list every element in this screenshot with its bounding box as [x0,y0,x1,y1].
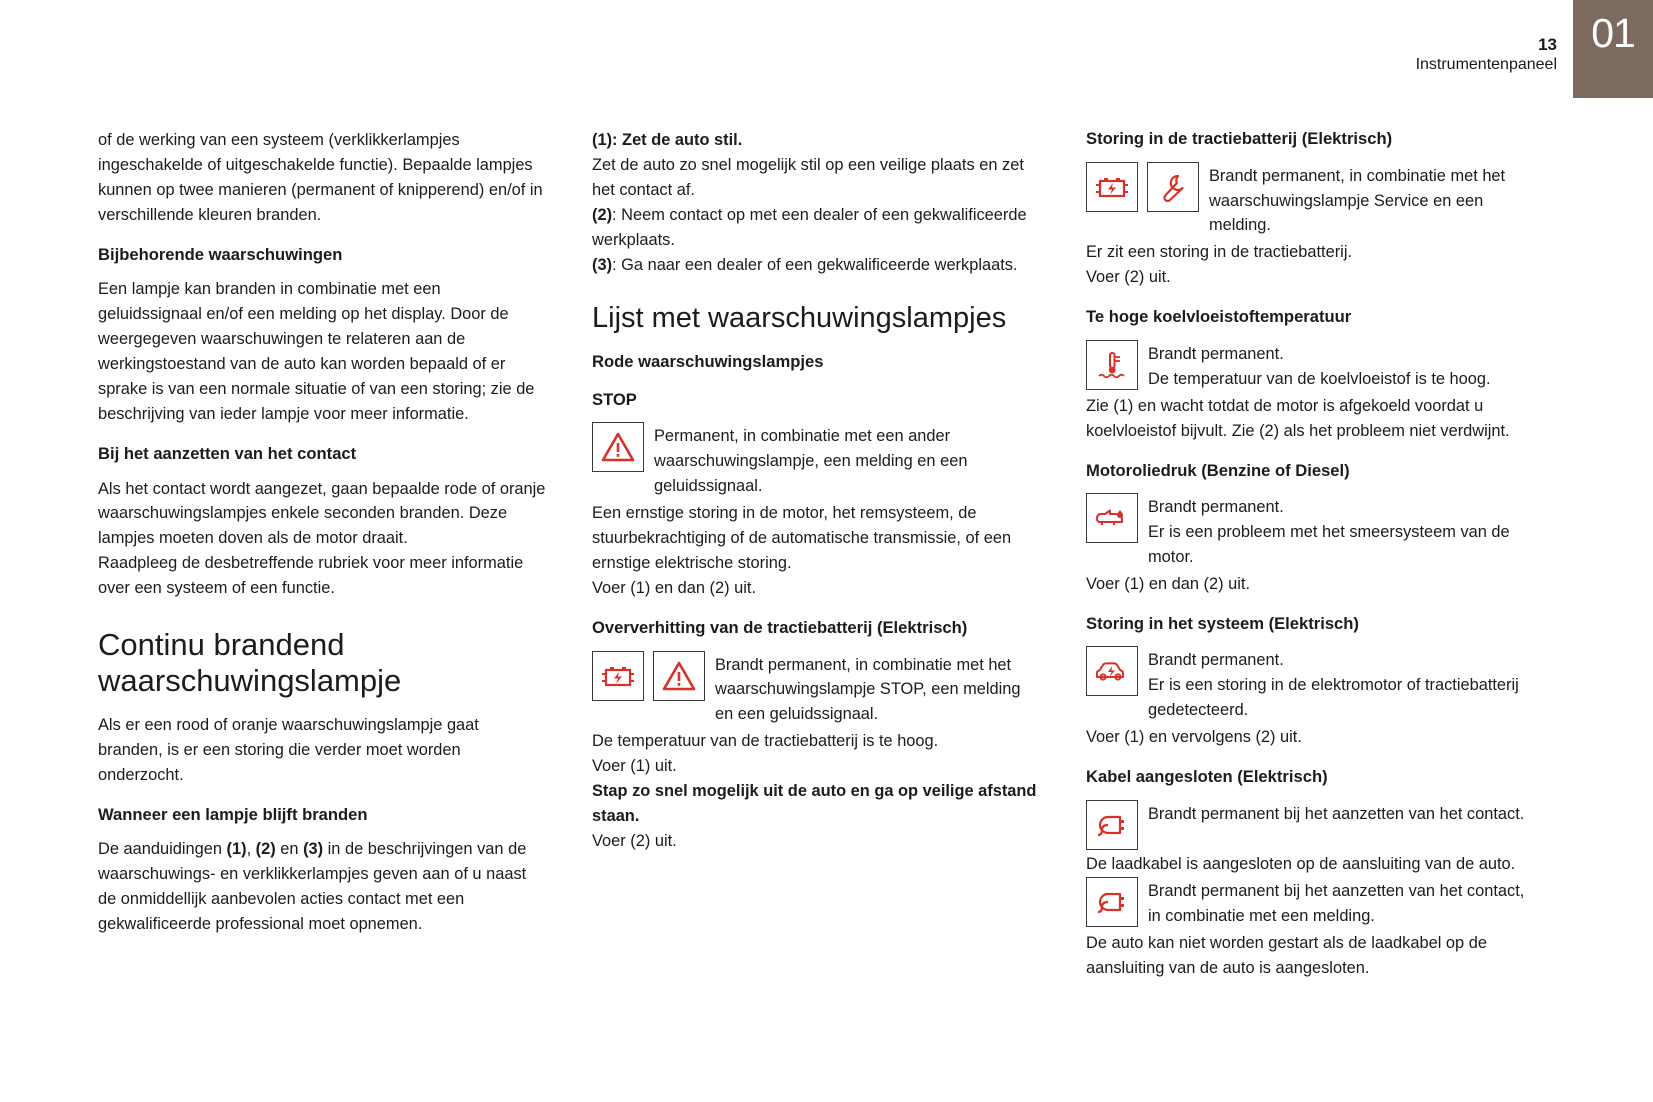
coolant-icon-text-2: De temperatuur van de koelvloeistof is te hoog. [1148,369,1491,388]
column-right [1086,128,1534,980]
paragraph-contact-aangezet: Als het contact wordt aangezet, gaan bepaalde rode of oranje waarschuwingslampjes enkele seconden branden. Deze lampjes moeten doven als de motor draait. [98,479,546,548]
heading-storing-tractiebatterij: Storing in de tractiebatterij (Elektrisch) [1086,129,1393,148]
txt-b: , [246,840,256,859]
chapter-tab [1573,0,1653,98]
action-3 [592,253,1040,278]
heading-storing-in-systeem: Storing in het systeem (Elektrisch) [1086,613,1359,633]
cable-icon-text-1: Brandt permanent bij het aanzetten van het contact. [1148,804,1525,823]
txt-d: in de beschrijvingen van de waarschuwings- en verklikkerlampjes geven aan of u naast de onmiddellijk aanbevolen acties contact met een gekwalificeerde professional moet opnemen. [98,840,527,934]
txt-c: en [275,840,304,859]
column-middle [592,128,1040,980]
intro-paragraph: of de werking van een systeem (verklikkerlampjes ingeschakelde of uitgeschakelde functie). Bepaalde lampjes kunnen op twee manieren (permanent of knipperend) en/of in verschillende kleuren branden. [98,131,543,224]
paragraph-aanduidingen [98,837,546,937]
heading-rode-waarschuwingslampjes: Rode waarschuwingslampjes [592,352,824,372]
stop-paragraph-1: Een ernstige storing in de motor, het remsysteem, de stuurbekrachtiging of de automatische transmissie, of een ernstige elektrische storing. [592,504,1012,573]
paragraph-rood-oranje: Als er een rood of oranje waarschuwingslampje gaat branden, is er een storing die verder moet worden onderzocht. [98,716,479,784]
coolant-icon-row [1086,340,1534,392]
paragraph-raadpleeg-rubriek: Raadpleeg de desbetreffende rubriek voor meer informatie over een systeem of een functie. [98,554,524,598]
action-3-text: : Ga naar een dealer of een gekwalificeerde werkplaats. [612,255,1018,274]
icon-pair [1086,162,1199,212]
oil-paragraph-1: Voer (1) en dan (2) uit. [1086,574,1250,593]
stop-icon-row [592,422,1040,499]
icon-pair [592,651,705,701]
charging-cable-icon [1086,800,1138,850]
heading-stop: STOP [592,389,637,409]
warning-triangle-icon [653,651,705,701]
column-left [98,128,546,980]
action-1-number: (1) [592,131,613,149]
action-2 [592,203,1040,253]
action-1-text: Zet de auto zo snel mogelijk stil op een veilige plaats en zet het contact af. [592,155,1024,199]
page-number: 13 [1538,35,1557,54]
battery-fault-icon-text: Brandt permanent, in combinatie met het waarschuwingslampje Service en een melding. [1209,166,1506,235]
section-title-lijst-waarschuwingslampjes: Lijst met waarschuwingslampjes [592,301,1007,334]
charging-cable-icon [1086,877,1138,927]
oil-icon-row [1086,493,1534,570]
chapter-number: 01 [1591,10,1635,56]
stop-icon-text: Permanent, in combinatie met een ander waarschuwingslampje, een melding en een geluidssignaal. [654,427,968,496]
battery-overheat-icon-row [592,651,1040,728]
coolant-temperature-icon [1086,340,1138,390]
system-fault-icon-text-2: Er is een storing in de elektromotor of tractiebatterij gedetecteerd. [1148,676,1519,720]
cable-icon-text-2: Brandt permanent bij het aanzetten van het contact, in combinatie met een melding. [1148,881,1525,925]
ref-2: (2) [255,840,276,859]
heading-oververhitting-tractiebatterij: Oververhitting van de tractiebatterij (Elektrisch) [592,617,968,637]
section-title: Instrumentenpaneel [1415,56,1557,74]
battery-overheat-icon-text: Brandt permanent, in combinatie met het waarschuwingslampje STOP, een melding en een geluidssignaal. [715,655,1021,724]
heading-koelvloeistoftemperatuur: Te hoge koelvloeistoftemperatuur [1086,307,1352,327]
action-1-label: : Zet de auto stil. [612,131,743,149]
coolant-icon-text [1148,340,1534,392]
system-fault-paragraph-1: Voer (1) en vervolgens (2) uit. [1086,728,1302,747]
action-1-title [592,128,1040,153]
cable-paragraph-1: De laadkabel is aangesloten op de aansluiting van de auto. [1086,854,1516,873]
ref-3: (3) [303,840,324,859]
traction-battery-icon [592,651,644,701]
heading-motoroliedruk: Motoroliedruk (Benzine of Diesel) [1086,460,1350,480]
system-fault-icon-text [1148,646,1534,723]
battery-fault-icon-row [1086,162,1534,239]
heading-bij-aanzetten-contact: Bij het aanzetten van het contact [98,443,357,463]
cable-icon-row-2 [1086,877,1534,929]
service-wrench-icon [1147,162,1199,212]
heading-kabel-aangesloten: Kabel aangesloten (Elektrisch) [1086,767,1328,787]
electric-system-fault-icon [1086,646,1138,696]
coolant-icon-text-1: Brandt permanent. [1148,344,1284,363]
heading-wanneer-lampje-blijft-branden: Wanneer een lampje blijft branden [98,804,368,824]
section-title-continu-brandend: Continu brandend waarschuwingslampje [98,627,402,699]
paragraph-lampje-combinatie: Een lampje kan branden in combinatie met een geluidssignaal en/of een melding op het display. Door de weergegeven waarschuwingen te relateren aan de werkingstoestand van de auto kan worden bepaald of er sprake is van een normale situatie of van een storing; zie de beschrijving van ieder lampje voor meer informatie. [98,280,535,423]
cable-paragraph-2: De auto kan niet worden gestart als de laadkabel op de aansluiting van de auto is aangesloten. [1086,933,1487,977]
system-fault-icon-text-1: Brandt permanent. [1148,651,1284,670]
oil-icon-text [1148,493,1534,570]
battery-warning-bold: Stap zo snel mogelijk uit de auto en ga op veilige afstand staan. [592,782,1037,826]
action-2-number: (2) [592,205,613,224]
battery-fault-paragraph-1: Er zit een storing in de tractiebatterij. [1086,243,1353,262]
battery-paragraph-1: De temperatuur van de tractiebatterij is te hoog. [592,732,939,751]
page-body [0,128,1653,980]
txt-a: De aanduidingen [98,840,227,859]
stop-paragraph-2: Voer (1) en dan (2) uit. [592,579,756,597]
oil-icon-text-1: Brandt permanent. [1148,498,1284,517]
traction-battery-icon [1086,162,1138,212]
heading-bijbehorende-waarschuwingen: Bijbehorende waarschuwingen [98,244,343,264]
system-fault-icon-row [1086,646,1534,723]
battery-paragraph-3: Voer (2) uit. [592,832,677,851]
oil-pressure-icon [1086,493,1138,543]
warning-triangle-icon [592,422,644,472]
coolant-paragraph-1: Zie (1) en wacht totdat de motor is afgekoeld voordat u koelvloeistof bijvult. Zie (2) als het probleem niet verdwijnt. [1086,396,1510,440]
action-3-number: (3) [592,255,613,274]
action-2-text: : Neem contact op met een dealer of een gekwalificeerde werkplaats. [592,205,1027,249]
ref-1: (1) [226,840,247,859]
page-header [1416,34,1557,75]
battery-fault-paragraph-2: Voer (2) uit. [1086,268,1171,287]
cable-icon-row-1 [1086,800,1534,850]
oil-icon-text-2: Er is een probleem met het smeersysteem van de motor. [1148,523,1510,566]
battery-paragraph-2: Voer (1) uit. [592,757,677,776]
